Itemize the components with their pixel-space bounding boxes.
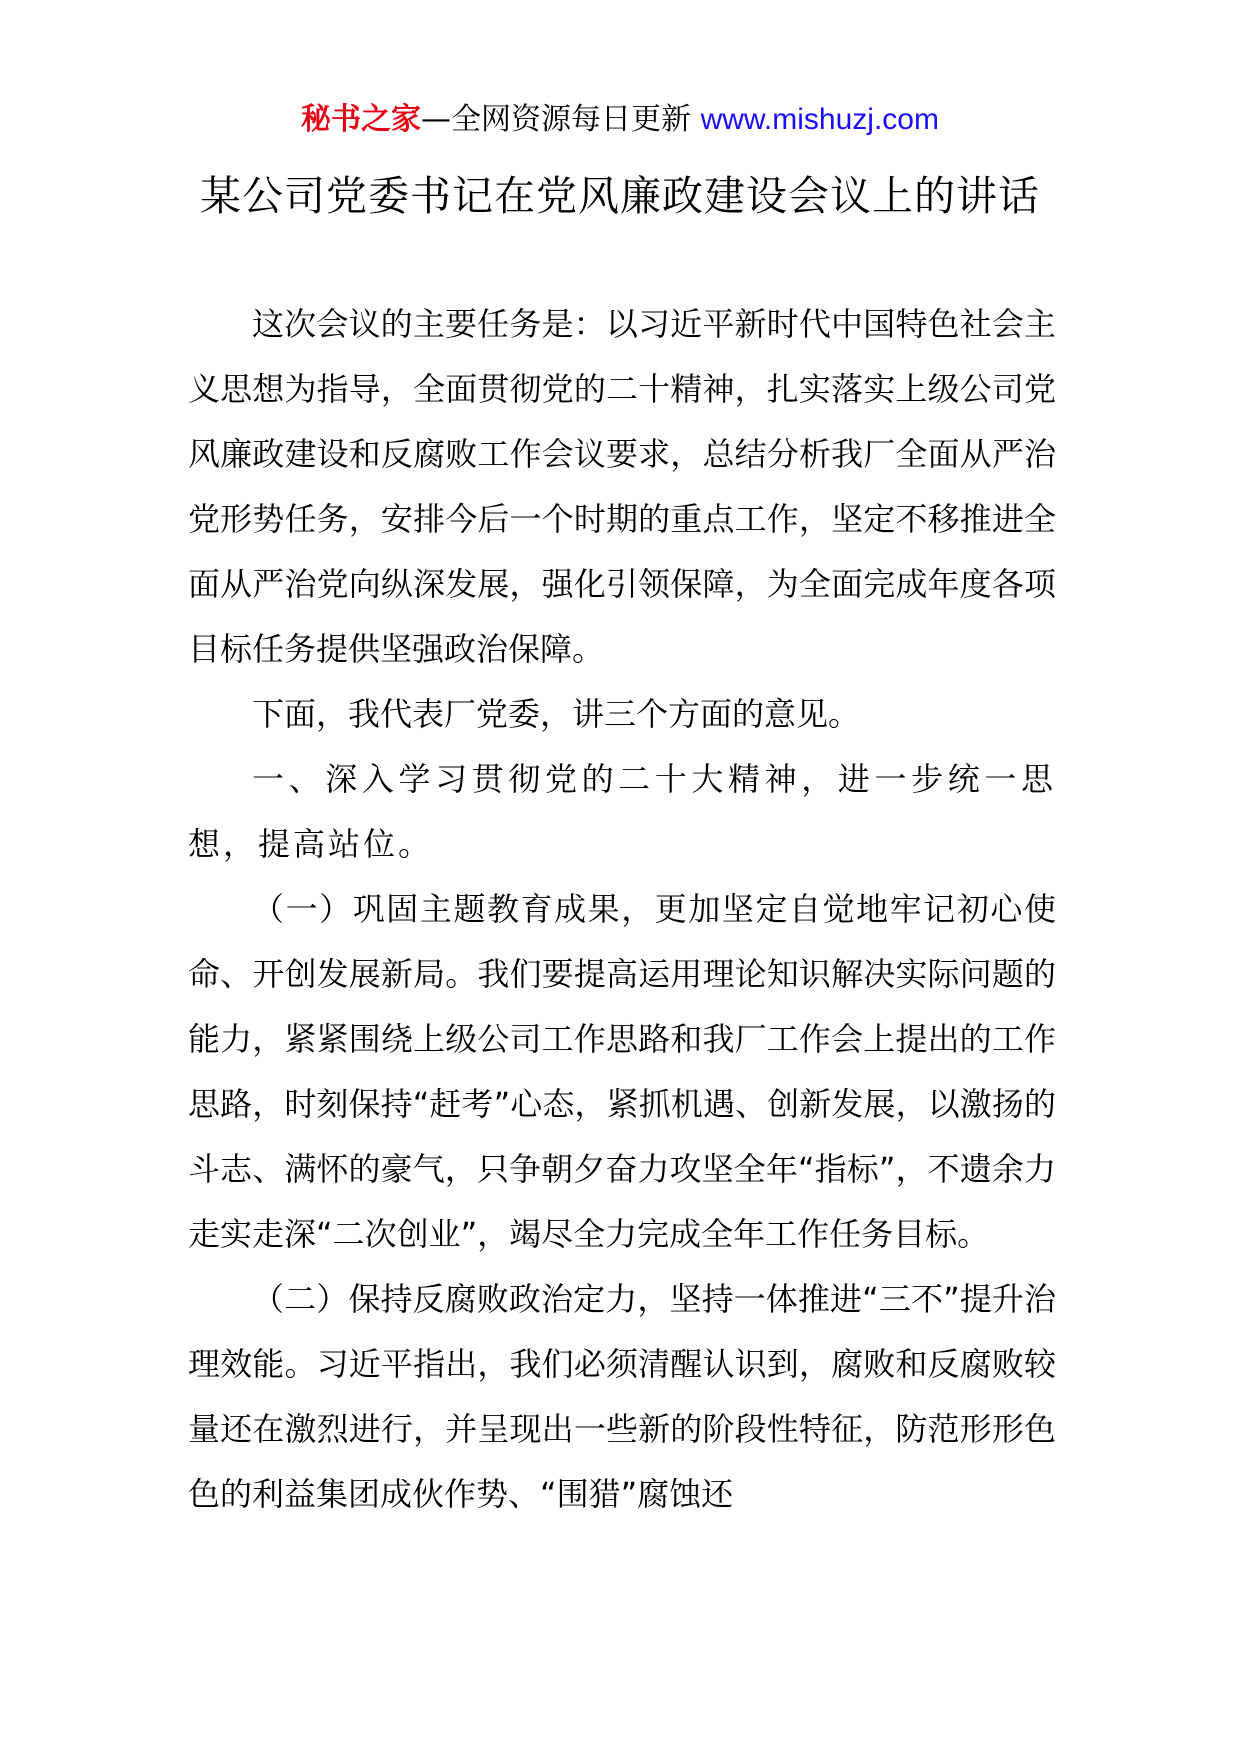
section-heading-1: 一、深入学习贯彻党的二十大精神，进一步统一思想，提高站位。: [188, 760, 1056, 863]
document-body: [188, 292, 1056, 1527]
document-title: 某公司党委书记在党风廉政建设会议上的讲话: [200, 172, 1040, 220]
paragraph-intro: 这次会议的主要任务是：以习近平新时代中国特色社会主义思想为指导，全面贯彻党的二十精神，扎实落实上级公司党风廉政建设和反腐败工作会议要求，总结分析我厂全面从严治党形势任务，安排今后一个时期的重点工作，坚定不移推进全面从严治党向纵深发展，强化引领保障，为全面完成年度各项目标任务提供坚强政治保障。: [188, 305, 1056, 668]
paragraph-subsection-1: （一）巩固主题教育成果，更加坚定自觉地牢记初心使命、开创发展新局。我们要提高运用理论知识解决实际问题的能力，紧紧围绕上级公司工作思路和我厂工作会上提出的工作思路，时刻保持“赶考”心态，紧抓机遇、创新发展，以激扬的斗志、满怀的豪气，只争朝夕奋力攻坚全年“指标”，不遗余力走实走深“二次创业”，竭尽全力完成全年工作任务目标。: [188, 890, 1056, 1253]
paragraph-transition: 下面，我代表厂党委，讲三个方面的意见。: [252, 695, 861, 733]
site-url-link[interactable]: www.mishuzj.com: [700, 103, 939, 136]
paragraph-subsection-2: （二）保持反腐败政治定力，坚持一体推进“三不”提升治理效能。习近平指出，我们必须清醒认识到，腐败和反腐败较量还在激烈进行，并呈现出一些新的阶段性特征，防范形形色色的利益集团成伙作势、“围猎”腐蚀还: [188, 1280, 1056, 1513]
site-header: [0, 100, 1240, 140]
site-slogan: —全网资源每日更新: [421, 102, 701, 137]
site-brand: 秘书之家: [301, 102, 422, 137]
